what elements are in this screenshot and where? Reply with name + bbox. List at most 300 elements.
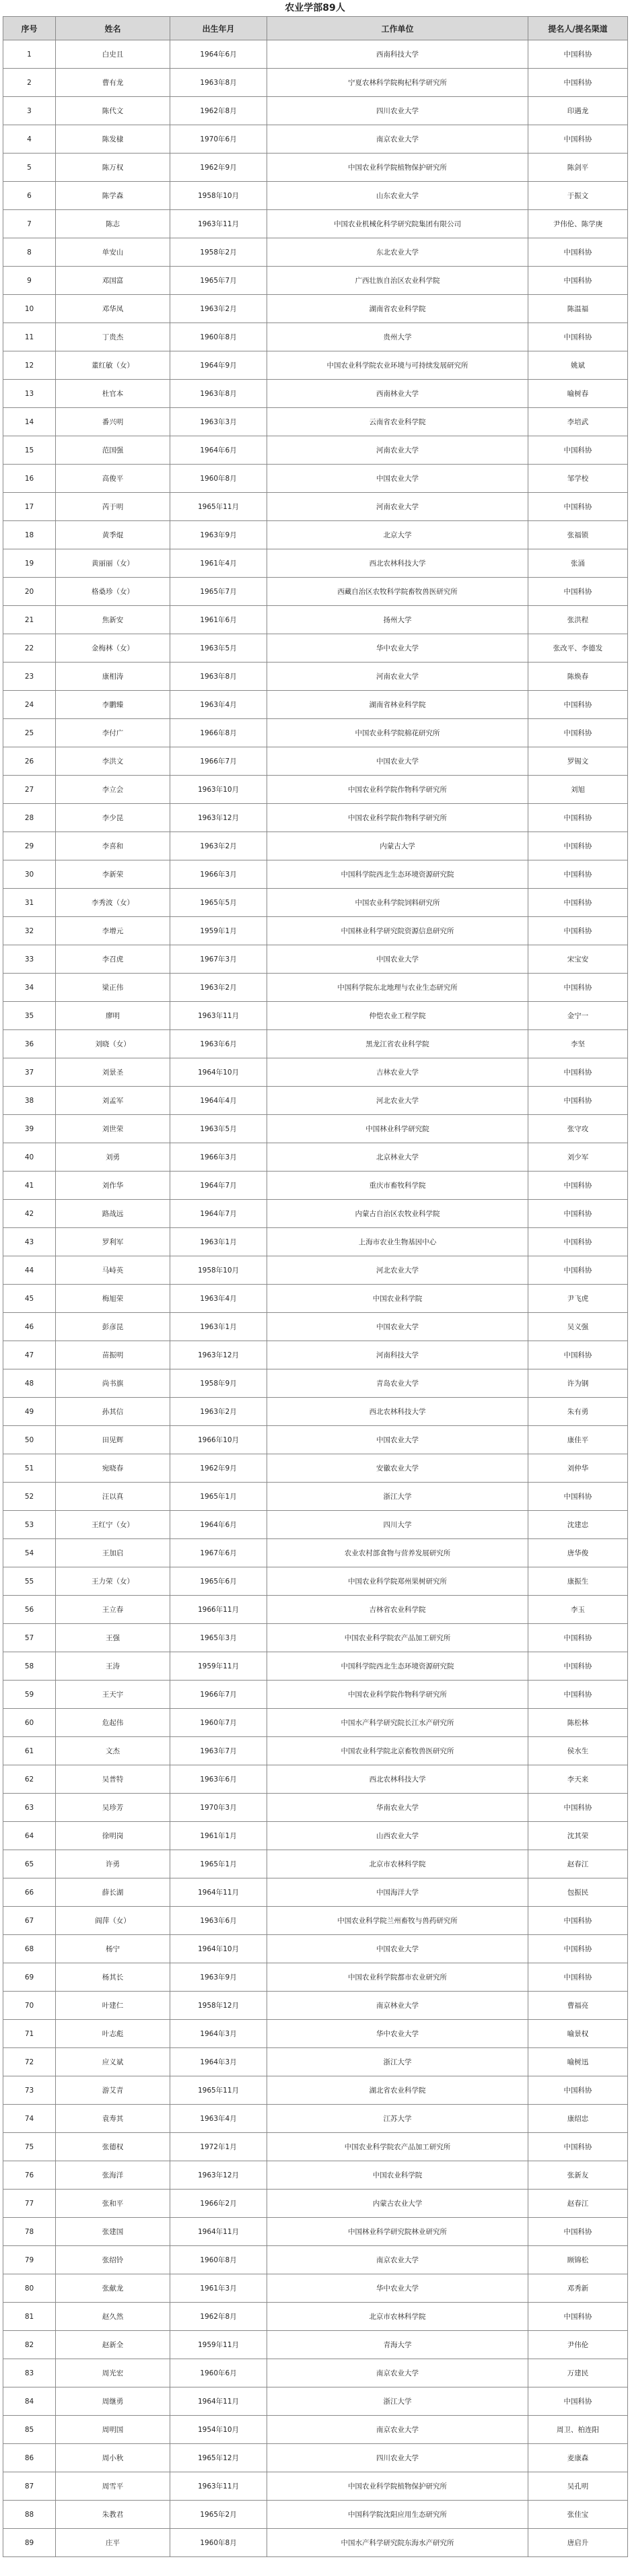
cell-unit: 西南林业大学 [267,380,528,408]
cell-birth: 1966年7月 [170,747,267,776]
cell-nominator: 中国科协 [528,1963,628,1992]
cell-name: 黄季焜 [56,521,170,549]
table-row [3,1567,628,1596]
cell-no: 74 [3,2105,56,2133]
cell-no: 17 [3,493,56,521]
cell-name: 周小秋 [56,2444,170,2472]
cell-unit: 中国农业科学院 [267,1285,528,1313]
table-row [3,691,628,719]
cell-no: 86 [3,2444,56,2472]
cell-name: 焦新安 [56,606,170,634]
cell-name: 赵新全 [56,2331,170,2359]
cell-nominator: 中国科协 [528,1624,628,1652]
cell-nominator: 中国科协 [528,1058,628,1087]
cell-unit: 北京市农林科学院 [267,1850,528,1878]
table-row [3,1765,628,1794]
cell-birth: 1963年2月 [170,1398,267,1426]
cell-no: 15 [3,436,56,465]
cell-nominator: 中国科协 [528,1256,628,1285]
table-row [3,2076,628,2105]
cell-name: 张海洋 [56,2161,170,2190]
cell-no: 78 [3,2218,56,2246]
table-row [3,776,628,804]
cell-no: 70 [3,1992,56,2020]
cell-birth: 1963年6月 [170,1765,267,1794]
table-row [3,1794,628,1822]
table-row [3,2331,628,2359]
cell-unit: 西北农林科技大学 [267,549,528,578]
cell-no: 35 [3,1002,56,1030]
cell-nominator: 唐华俊 [528,1539,628,1567]
cell-birth: 1963年4月 [170,1285,267,1313]
cell-birth: 1965年7月 [170,578,267,606]
cell-no: 72 [3,2048,56,2076]
cell-no: 87 [3,2472,56,2501]
table-row [3,1992,628,2020]
cell-no: 65 [3,1850,56,1878]
table-row [3,1709,628,1737]
cell-no: 69 [3,1963,56,1992]
cell-no: 79 [3,2246,56,2274]
cell-name: 李少昆 [56,804,170,832]
cell-nominator: 宋宝安 [528,945,628,974]
cell-name: 邓国富 [56,267,170,295]
cell-name: 罗利军 [56,1228,170,1256]
cell-nominator: 中国科协 [528,1483,628,1511]
cell-name: 格桑珍（女） [56,578,170,606]
table-body [3,40,628,2557]
cell-birth: 1958年9月 [170,1369,267,1398]
cell-birth: 1960年8月 [170,323,267,351]
cell-birth: 1963年8月 [170,380,267,408]
cell-name: 廖明 [56,1002,170,1030]
cell-birth: 1958年10月 [170,182,267,210]
cell-name: 杨其长 [56,1963,170,1992]
cell-name: 王加启 [56,1539,170,1567]
cell-unit: 中国科学院东北地理与农业生态研究所 [267,974,528,1002]
cell-name: 黄丽丽（女） [56,549,170,578]
member-table [3,16,628,2557]
cell-name: 周明国 [56,2416,170,2444]
cell-unit: 南京林业大学 [267,1992,528,2020]
table-row [3,408,628,436]
cell-name: 李立会 [56,776,170,804]
cell-unit: 上海市农业生物基因中心 [267,1228,528,1256]
table-row [3,40,628,69]
cell-nominator: 中国科协 [528,917,628,945]
cell-name: 朱教君 [56,2501,170,2529]
cell-nominator: 陈松林 [528,1709,628,1737]
cell-unit: 西北农林科技大学 [267,1765,528,1794]
cell-unit: 中国农业科学院作物科学研究所 [267,1681,528,1709]
cell-no: 51 [3,1454,56,1483]
cell-no: 29 [3,832,56,860]
cell-nominator: 吴义强 [528,1313,628,1341]
cell-nominator: 喻树迅 [528,2048,628,2076]
cell-unit: 内蒙古自治区农牧业科学院 [267,1200,528,1228]
cell-name: 庄平 [56,2529,170,2557]
cell-unit: 中国农业科学院作物科学研究所 [267,776,528,804]
cell-no: 73 [3,2076,56,2105]
table-row [3,182,628,210]
cell-unit: 中国农业大学 [267,1313,528,1341]
cell-birth: 1963年4月 [170,691,267,719]
table-row [3,1737,628,1765]
cell-birth: 1963年2月 [170,974,267,1002]
cell-nominator: 中国科协 [528,267,628,295]
cell-unit: 中国农业科学院农产品加工研究所 [267,1624,528,1652]
cell-no: 9 [3,267,56,295]
cell-unit: 西藏自治区农牧科学院畜牧兽医研究所 [267,578,528,606]
cell-name: 曹有龙 [56,69,170,97]
cell-no: 38 [3,1087,56,1115]
cell-nominator: 赵春江 [528,1850,628,1878]
cell-unit: 湖南省农业科学院 [267,295,528,323]
cell-birth: 1964年4月 [170,1087,267,1115]
cell-name: 刘勇 [56,1143,170,1172]
cell-birth: 1963年12月 [170,1341,267,1369]
cell-no: 50 [3,1426,56,1454]
cell-no: 45 [3,1285,56,1313]
cell-nominator: 中国科协 [528,1228,628,1256]
cell-unit: 河北农业大学 [267,1256,528,1285]
cell-unit: 华中农业大学 [267,634,528,663]
cell-no: 55 [3,1567,56,1596]
cell-no: 48 [3,1369,56,1398]
cell-nominator: 中国科协 [528,125,628,154]
cell-unit: 内蒙古大学 [267,832,528,860]
header-birth: 出生年月 [170,17,267,40]
cell-nominator: 中国科协 [528,436,628,465]
table-row [3,1143,628,1172]
cell-no: 60 [3,1709,56,1737]
cell-birth: 1963年1月 [170,1228,267,1256]
cell-unit: 中国农业大学 [267,747,528,776]
cell-unit: 中国农业科学院 [267,2161,528,2190]
cell-name: 王天宇 [56,1681,170,1709]
cell-no: 67 [3,1907,56,1935]
cell-nominator: 中国科协 [528,2303,628,2331]
cell-no: 21 [3,606,56,634]
cell-birth: 1960年8月 [170,2246,267,2274]
cell-name: 彭彦昆 [56,1313,170,1341]
cell-unit: 西南科技大学 [267,40,528,69]
table-row [3,663,628,691]
cell-nominator: 沈其荣 [528,1822,628,1850]
table-row [3,351,628,380]
cell-unit: 中国林业科学研究院资源信息研究所 [267,917,528,945]
cell-unit: 中国农业大学 [267,1426,528,1454]
cell-nominator: 邹学校 [528,465,628,493]
cell-name: 叶建仁 [56,1992,170,2020]
cell-nominator: 罗锡文 [528,747,628,776]
cell-unit: 中国林业科学研究院 [267,1115,528,1143]
cell-name: 王力荣（女） [56,1567,170,1596]
cell-unit: 安徽农业大学 [267,1454,528,1483]
cell-birth: 1963年2月 [170,832,267,860]
cell-nominator: 中国科协 [528,69,628,97]
cell-birth: 1966年3月 [170,860,267,889]
cell-no: 84 [3,2387,56,2416]
table-row [3,2020,628,2048]
cell-name: 陈学森 [56,182,170,210]
table-row [3,2303,628,2331]
cell-birth: 1964年7月 [170,1200,267,1228]
cell-unit: 山西农业大学 [267,1822,528,1850]
table-row [3,1313,628,1341]
cell-nominator: 中国科协 [528,1794,628,1822]
table-row [3,295,628,323]
cell-no: 13 [3,380,56,408]
cell-no: 19 [3,549,56,578]
cell-no: 56 [3,1596,56,1624]
cell-name: 游艾青 [56,2076,170,2105]
table-row [3,1681,628,1709]
cell-nominator: 陈焕春 [528,663,628,691]
cell-no: 59 [3,1681,56,1709]
cell-nominator: 中国科协 [528,889,628,917]
cell-unit: 青海大学 [267,2331,528,2359]
cell-nominator: 中国科协 [528,832,628,860]
cell-nominator: 中国科协 [528,40,628,69]
cell-unit: 云南省农业科学院 [267,408,528,436]
cell-no: 54 [3,1539,56,1567]
cell-unit: 浙江大学 [267,1483,528,1511]
cell-name: 李秀波（女） [56,889,170,917]
cell-name: 高俊平 [56,465,170,493]
cell-no: 81 [3,2303,56,2331]
table-row [3,832,628,860]
cell-no: 23 [3,663,56,691]
cell-unit: 中国农业大学 [267,945,528,974]
table-row [3,1200,628,1228]
cell-no: 41 [3,1172,56,1200]
cell-nominator: 张佳宝 [528,2501,628,2529]
cell-no: 61 [3,1737,56,1765]
cell-no: 42 [3,1200,56,1228]
cell-birth: 1966年11月 [170,1596,267,1624]
table-row [3,974,628,1002]
cell-nominator: 曹福亮 [528,1992,628,2020]
cell-unit: 中国农业科学院棉花研究所 [267,719,528,747]
cell-unit: 四川大学 [267,1511,528,1539]
table-row [3,2529,628,2557]
cell-unit: 中国水产科学研究院长江水产研究所 [267,1709,528,1737]
cell-nominator: 顾锦松 [528,2246,628,2274]
cell-name: 杨宁 [56,1935,170,1963]
cell-no: 43 [3,1228,56,1256]
cell-name: 孙其信 [56,1398,170,1426]
cell-nominator: 中国科协 [528,2218,628,2246]
cell-name: 杜官本 [56,380,170,408]
cell-name: 刘作华 [56,1172,170,1200]
cell-unit: 河南农业大学 [267,663,528,691]
cell-unit: 贵州大学 [267,323,528,351]
table-row [3,380,628,408]
cell-birth: 1961年1月 [170,1822,267,1850]
table-row [3,1285,628,1313]
cell-name: 赵久然 [56,2303,170,2331]
cell-name: 张建国 [56,2218,170,2246]
cell-name: 张德权 [56,2133,170,2161]
cell-nominator: 张新友 [528,2161,628,2190]
cell-name: 叶志彪 [56,2020,170,2048]
cell-unit: 中国农业科学院兰州畜牧与兽药研究所 [267,1907,528,1935]
table-row [3,1850,628,1878]
cell-birth: 1954年10月 [170,2416,267,2444]
table-row [3,2444,628,2472]
cell-name: 袁寿其 [56,2105,170,2133]
table-row [3,2472,628,2501]
cell-unit: 北京市农林科学院 [267,2303,528,2331]
cell-birth: 1965年3月 [170,1624,267,1652]
cell-unit: 中国水产科学研究院东海水产研究所 [267,2529,528,2557]
cell-unit: 中国农业科学院作物科学研究所 [267,804,528,832]
cell-birth: 1962年8月 [170,97,267,125]
cell-no: 39 [3,1115,56,1143]
cell-nominator: 刘仲华 [528,1454,628,1483]
cell-nominator: 中国科协 [528,578,628,606]
cell-unit: 河南科技大学 [267,1341,528,1369]
cell-nominator: 中国科协 [528,323,628,351]
cell-nominator: 康绍忠 [528,2105,628,2133]
table-row [3,2501,628,2529]
cell-birth: 1963年1月 [170,1313,267,1341]
table-row [3,2161,628,2190]
cell-nominator: 邓秀新 [528,2274,628,2303]
cell-birth: 1963年11月 [170,210,267,238]
cell-nominator: 张福锁 [528,521,628,549]
table-row [3,1002,628,1030]
cell-no: 83 [3,2359,56,2387]
table-row [3,323,628,351]
cell-nominator: 尹伟伦 [528,2331,628,2359]
cell-unit: 中国农业大学 [267,1935,528,1963]
cell-name: 应义斌 [56,2048,170,2076]
cell-no: 10 [3,295,56,323]
cell-unit: 华中农业大学 [267,2274,528,2303]
cell-nominator: 侯水生 [528,1737,628,1765]
cell-nominator: 李天来 [528,1765,628,1794]
table-header-row [3,17,628,40]
table-row [3,2048,628,2076]
cell-nominator: 于振文 [528,182,628,210]
cell-no: 47 [3,1341,56,1369]
cell-nominator: 陈剑平 [528,154,628,182]
cell-unit: 中国农业机械化科学研究院集团有限公司 [267,210,528,238]
cell-no: 76 [3,2161,56,2190]
cell-unit: 中国农业大学 [267,465,528,493]
cell-unit: 浙江大学 [267,2387,528,2416]
cell-no: 66 [3,1878,56,1907]
cell-birth: 1963年6月 [170,1030,267,1058]
cell-nominator: 中国科协 [528,1087,628,1115]
table-row [3,2105,628,2133]
cell-unit: 中国科学院西北生态环境资源研究院 [267,860,528,889]
cell-nominator: 中国科协 [528,860,628,889]
cell-unit: 吉林农业大学 [267,1058,528,1087]
cell-nominator: 尹伟伦、陈学庚 [528,210,628,238]
cell-nominator: 中国科协 [528,1935,628,1963]
table-row [3,1228,628,1256]
cell-nominator: 中国科协 [528,2076,628,2105]
cell-name: 李增元 [56,917,170,945]
cell-birth: 1963年9月 [170,1963,267,1992]
cell-birth: 1963年12月 [170,2161,267,2190]
cell-name: 康相涛 [56,663,170,691]
table-row [3,2387,628,2416]
table-row [3,634,628,663]
cell-unit: 华南农业大学 [267,1794,528,1822]
table-row [3,1596,628,1624]
cell-nominator: 唐启升 [528,2529,628,2557]
cell-nominator: 沈建忠 [528,1511,628,1539]
cell-nominator: 中国科协 [528,691,628,719]
cell-name: 王立春 [56,1596,170,1624]
table-row [3,238,628,267]
cell-name: 周继勇 [56,2387,170,2416]
cell-nominator: 姚斌 [528,351,628,380]
cell-birth: 1964年3月 [170,2048,267,2076]
cell-birth: 1958年10月 [170,1256,267,1285]
cell-birth: 1958年2月 [170,238,267,267]
cell-no: 24 [3,691,56,719]
cell-birth: 1962年9月 [170,154,267,182]
table-row [3,436,628,465]
cell-unit: 华中农业大学 [267,2020,528,2048]
cell-name: 刘世荣 [56,1115,170,1143]
table-row [3,1652,628,1681]
cell-nominator: 中国科协 [528,1652,628,1681]
cell-unit: 吉林省农业科学院 [267,1596,528,1624]
cell-unit: 南京农业大学 [267,2359,528,2387]
table-row [3,125,628,154]
cell-name: 王红宁（女） [56,1511,170,1539]
cell-no: 11 [3,323,56,351]
cell-name: 危起伟 [56,1709,170,1737]
cell-nominator: 赵春江 [528,2190,628,2218]
cell-no: 20 [3,578,56,606]
cell-nominator: 李培武 [528,408,628,436]
cell-birth: 1964年6月 [170,1511,267,1539]
cell-name: 田见辉 [56,1426,170,1454]
table-row [3,1878,628,1907]
cell-nominator: 刘少军 [528,1143,628,1172]
cell-nominator: 刘旭 [528,776,628,804]
cell-no: 89 [3,2529,56,2557]
cell-birth: 1961年4月 [170,549,267,578]
cell-nominator: 万建民 [528,2359,628,2387]
cell-no: 6 [3,182,56,210]
table-row [3,860,628,889]
cell-name: 白史且 [56,40,170,69]
cell-birth: 1961年6月 [170,606,267,634]
cell-birth: 1963年5月 [170,1115,267,1143]
cell-no: 68 [3,1935,56,1963]
cell-unit: 西北农林科技大学 [267,1398,528,1426]
cell-unit: 北京林业大学 [267,1143,528,1172]
cell-no: 64 [3,1822,56,1850]
cell-nominator: 中国科协 [528,2387,628,2416]
cell-birth: 1964年7月 [170,1172,267,1200]
cell-nominator: 印遇龙 [528,97,628,125]
cell-unit: 中国科学院沈阳应用生态研究所 [267,2501,528,2529]
table-row [3,69,628,97]
cell-name: 金梅林（女） [56,634,170,663]
cell-birth: 1964年10月 [170,1058,267,1087]
cell-no: 57 [3,1624,56,1652]
cell-name: 汪以真 [56,1483,170,1511]
